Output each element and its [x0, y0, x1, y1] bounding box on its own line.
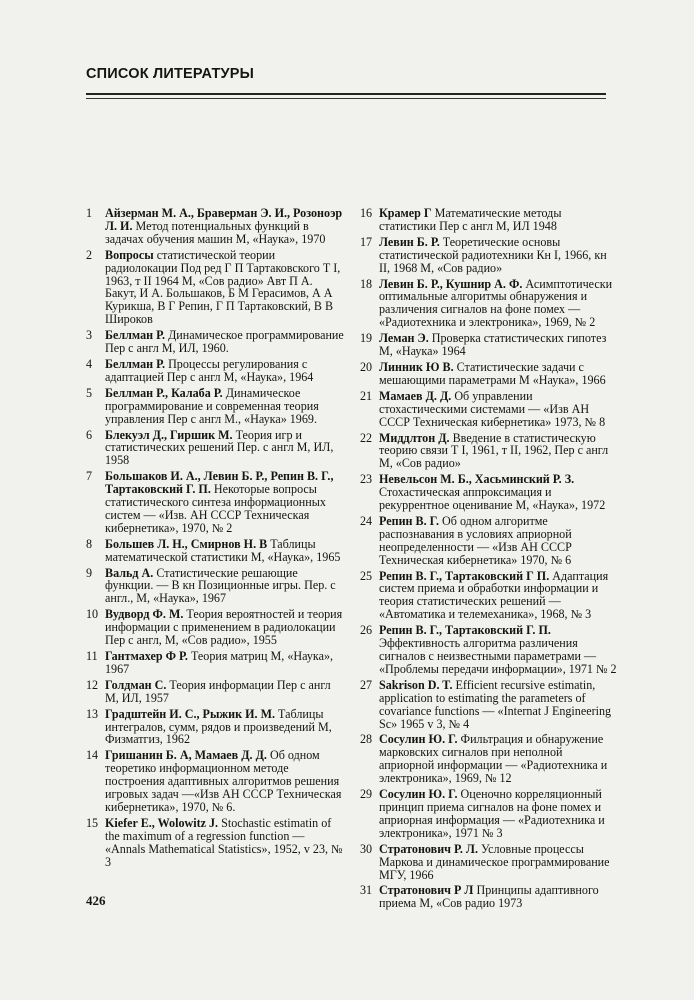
reference-number: 14: [86, 748, 99, 763]
reference-body: Адаптация систем приема и обработки информации и теория статистических решений — «Автоматика и телемеханика», 1968, № 3: [379, 568, 609, 622]
reference-text: [379, 207, 618, 233]
reference-item: [360, 624, 618, 676]
reference-body: Фильтрация и обнаружение марковских сигналов при неполной априорной информации — «Радиотехника и электроника», 1969, № 12: [379, 732, 608, 786]
reference-body: Стохастическая аппроксимация и рекуррентное оценивание М, «Наука», 1972: [379, 485, 606, 513]
reference-body: Математические методы статистики Пер с англ М, ИЛ 1948: [379, 206, 562, 233]
reference-text: [105, 538, 344, 564]
reference-authors: Репин В. Г., Тартаковский Г П.: [379, 568, 550, 583]
reference-number: 29: [360, 787, 373, 802]
reference-item: [86, 470, 344, 535]
reference-body: Динамическое программирование Пер с англ М, ИЛ, 1960.: [105, 328, 344, 356]
reference-text: [379, 733, 618, 785]
reference-item: [86, 650, 344, 676]
reference-text: [379, 884, 618, 910]
reference-authors: Sakrison D. T.: [379, 677, 453, 692]
reference-text: [379, 515, 618, 567]
reference-number: 31: [360, 883, 373, 898]
reference-body: Теоретические основы статистической радиотехники Кн I, 1966, кн II, 1968 М, «Сов радио»: [379, 234, 607, 275]
reference-text: [379, 570, 618, 622]
reference-number: 17: [360, 234, 373, 249]
page-number: 426: [86, 893, 106, 908]
reference-authors: Голдман С.: [105, 677, 167, 692]
reference-number: 1: [86, 206, 93, 220]
reference-authors: Вопросы: [105, 247, 154, 262]
reference-body: Процессы регулирования с адаптацией Пер с англ М, «Наука», 1964: [105, 356, 314, 384]
reference-number: 22: [360, 430, 373, 445]
reference-item: [360, 570, 618, 622]
reference-item: [86, 708, 344, 747]
reference-body: Статистические решающие функции. — В кн Позиционные игры. Пер. с англ., М, «Наука», 1967: [105, 565, 336, 606]
reference-body: Введение в статистическую теорию связи Т I, 1961, т II, 1962, Пер с англ М, «Сов радио»: [379, 430, 609, 471]
reference-item: [86, 749, 344, 814]
reference-item: [86, 817, 344, 869]
reference-text: [105, 429, 344, 468]
reference-item: [360, 432, 618, 471]
reference-item: [360, 390, 618, 429]
reference-number: 5: [86, 385, 93, 400]
reference-text: [379, 332, 618, 358]
reference-body: Теория игр и статистических решений Пер. с англ М, ИЛ, 1958: [105, 427, 334, 468]
reference-item: [360, 473, 618, 512]
reference-text: [105, 749, 344, 814]
reference-number: 2: [86, 247, 93, 262]
reference-authors: Вальд А.: [105, 565, 154, 580]
reference-body: Проверка статистических гипотез М, «Наука» 1964: [379, 331, 607, 359]
reference-item: [360, 278, 618, 330]
reference-number: 8: [86, 536, 93, 551]
reference-number: 27: [360, 677, 373, 692]
reference-number: 4: [86, 356, 93, 371]
reference-authors: Леман Э.: [379, 331, 429, 346]
reference-body: Теория вероятностей и теория информации с применением в радиолокации Пер с англ, М, «Сов радио», 1955: [105, 607, 343, 648]
reference-authors: Репин В. Г.: [379, 513, 439, 528]
reference-text: [379, 236, 618, 275]
reference-number: 21: [360, 388, 373, 403]
reference-authors: Стратонович Р. Л.: [379, 841, 478, 856]
reference-item: [360, 843, 618, 882]
reference-authors: Гантмахер Ф Р.: [105, 649, 188, 663]
reference-text: [379, 278, 618, 330]
reference-number: 13: [86, 706, 99, 721]
reference-number: 16: [360, 206, 373, 220]
reference-text: [379, 361, 618, 387]
reference-authors: Линник Ю В.: [379, 359, 454, 374]
reference-body: Условные процессы Маркова и динамическое программирование МГУ, 1966: [379, 841, 610, 882]
reference-number: 6: [86, 427, 93, 442]
reference-number: 20: [360, 359, 373, 374]
reference-authors: Градштейн И. С., Рыжик И. М.: [105, 706, 276, 721]
reference-item: [360, 207, 618, 233]
reference-text: [379, 843, 618, 882]
reference-number: 9: [86, 565, 93, 580]
reference-authors: Большев Л. Н., Смирнов Н. В: [105, 536, 268, 551]
reference-item: [86, 429, 344, 468]
reference-authors: Kiefer E., Wolowitz J.: [105, 815, 219, 830]
reference-body: Некоторые вопросы статистического синтеза информационных систем — «Изв. АН СССР Техническая кибернетика», 1970, № 2: [105, 482, 326, 535]
reference-authors: Сосулин Ю. Г.: [379, 787, 458, 802]
title-rule-thin: [86, 98, 606, 99]
reference-number: 18: [360, 276, 373, 291]
reference-item: [360, 679, 618, 731]
reference-text: [379, 473, 618, 512]
reference-authors: Вудворд Ф. М.: [105, 607, 184, 622]
reference-authors: Беллман Р., Калаба Р.: [105, 385, 223, 400]
reference-number: 7: [86, 469, 93, 484]
reference-text: [105, 817, 344, 869]
reference-item: [86, 249, 344, 326]
reference-text: [379, 624, 618, 676]
reference-authors: Айзерман М. А., Браверман Э. И., Розоноэр Л. И.: [105, 206, 343, 233]
reference-text: [105, 608, 344, 647]
reference-body: Динамическое программирование и современная теория управления Пер с англ М., «Наука» 1969.: [105, 385, 319, 426]
reference-authors: Сосулин Ю. Г.: [379, 732, 458, 747]
reference-body: Статистические задачи с мешающими параметрами М «Наука», 1966: [379, 359, 606, 387]
reference-authors: Большаков И. А., Левин Б. Р., Репин В. Г., Тартаковский Г. П.: [105, 469, 334, 497]
title-rule-thick: [86, 93, 606, 95]
reference-text: [105, 249, 344, 326]
reference-authors: Мамаев Д. Д.: [379, 388, 452, 403]
reference-authors: Беллман Р.: [105, 328, 166, 343]
reference-text: [105, 329, 344, 355]
reference-authors: Репин В. Г., Тартаковский Г. П.: [379, 623, 551, 638]
reference-item: [86, 679, 344, 705]
reference-item: [360, 515, 618, 567]
reference-item: [360, 361, 618, 387]
reference-body: Таблицы интегралов, сумм, рядов и произведений М, Физматгиз, 1962: [105, 706, 332, 747]
reference-item: [86, 567, 344, 606]
reference-item: [360, 884, 618, 910]
reference-number: 28: [360, 732, 373, 747]
reference-item: [360, 236, 618, 275]
reference-body: Асимптотически оптимальные алгоритмы обнаружения и различения сигналов на фоне помех — «Радиотехника и электроника», 1969, № 2: [379, 276, 613, 330]
reference-item: [86, 329, 344, 355]
reference-authors: Стратонович Р Л: [379, 883, 474, 898]
reference-text: [105, 387, 344, 426]
reference-number: 12: [86, 677, 99, 692]
reference-text: [105, 679, 344, 705]
reference-number: 10: [86, 607, 99, 622]
reference-body: Об одном теоретико информационном методе построения адаптивных алгоритмов решения игровых задач —«Изв АН СССР Техническая кибернетика», 1970, № 6.: [105, 748, 342, 814]
reference-number: 19: [360, 331, 373, 346]
reference-text: [379, 432, 618, 471]
reference-body: Теория информации Пер с англ М, ИЛ, 1957: [105, 677, 331, 705]
reference-authors: Невельсон М. Б., Хасьминский Р. З.: [379, 472, 575, 487]
reference-text: [105, 567, 344, 606]
reference-authors: Левин Б. Р.: [379, 234, 440, 249]
reference-text: [379, 788, 618, 840]
reference-item: [360, 733, 618, 785]
reference-number: 3: [86, 328, 93, 343]
reference-number: 15: [86, 815, 99, 830]
reference-text: [105, 650, 344, 676]
reference-text: [105, 708, 344, 747]
reference-authors: Миддлтон Д.: [379, 430, 450, 445]
reference-number: 23: [360, 472, 373, 487]
references-right-column: [360, 207, 618, 910]
reference-body: Stochastic estimatin of the maximum of a regression function — «Annals Mathematical Statistics», 1952, v 23, № 3: [105, 815, 343, 869]
reference-number: 30: [360, 841, 373, 856]
reference-body: Об управлении стохастическими системами — «Изв АН СССР Техническая кибернетика» 1973, № 8: [379, 388, 606, 429]
reference-item: [86, 358, 344, 384]
reference-number: 11: [86, 649, 98, 663]
reference-body: Метод потенциальных функций в задачах обучения машин М, «Наука», 1970: [105, 218, 326, 246]
reference-item: [86, 207, 344, 246]
reference-authors: Блекуэл Д., Гиршик М.: [105, 427, 233, 442]
reference-number: 24: [360, 513, 373, 528]
reference-authors: Гришанин Б. А, Мамаев Д. Д.: [105, 748, 267, 763]
reference-authors: Крамер Г: [379, 206, 432, 220]
reference-item: [86, 538, 344, 564]
reference-text: [105, 470, 344, 535]
reference-body: Об одном алгоритме распознавания в условиях априорной неопределенности — «Изв АН СССР Техническая кибернетика» 1970, № 6: [379, 513, 572, 567]
reference-number: 26: [360, 623, 373, 638]
reference-body: Теория матриц М, «Наука», 1967: [105, 649, 334, 676]
reference-body: Эффективность алгоритма различения сигналов с неизвестными параметрами — «Проблемы передачи информации», 1971 № 2: [379, 636, 617, 676]
reference-text: [105, 207, 344, 246]
reference-authors: Беллман Р.: [105, 356, 166, 371]
reference-body: Оценочно корреляционный принцип приема сигналов на фоне помех и априорная информация — «Радиотехника и электроника», 1971 № 3: [379, 787, 605, 840]
reference-item: [86, 387, 344, 426]
reference-text: [379, 390, 618, 429]
reference-item: [86, 608, 344, 647]
reference-text: [105, 358, 344, 384]
reference-body: Efficient recursive estimatin, application to estimating the parameters of covariance functions — «Internat J Engineering Sc» 1965 v 3, № 4: [379, 677, 612, 731]
references-left-column: [86, 207, 344, 869]
page-title: СПИСОК ЛИТЕРАТУРЫ: [86, 66, 254, 82]
reference-text: [379, 679, 618, 731]
reference-item: [360, 788, 618, 840]
reference-authors: Левин Б. Р., Кушнир А. Ф.: [379, 276, 523, 291]
reference-item: [360, 332, 618, 358]
reference-body: статистической теории радиолокации Под ред Г П Тартаковского Т I, 1963, т II 1964 М, «Сов радио» Авт П А. Бакут, И А. Большаков, Б М Герасимов, А А Курикша, В Г Репин, Г П Тартаковский, В В Широков: [105, 247, 341, 327]
reference-body: Принципы адаптивного приема М, «Сов радио 1973: [379, 883, 599, 911]
reference-body: Таблицы математической статистики М, «Наука», 1965: [105, 536, 341, 564]
reference-number: 25: [360, 568, 373, 583]
